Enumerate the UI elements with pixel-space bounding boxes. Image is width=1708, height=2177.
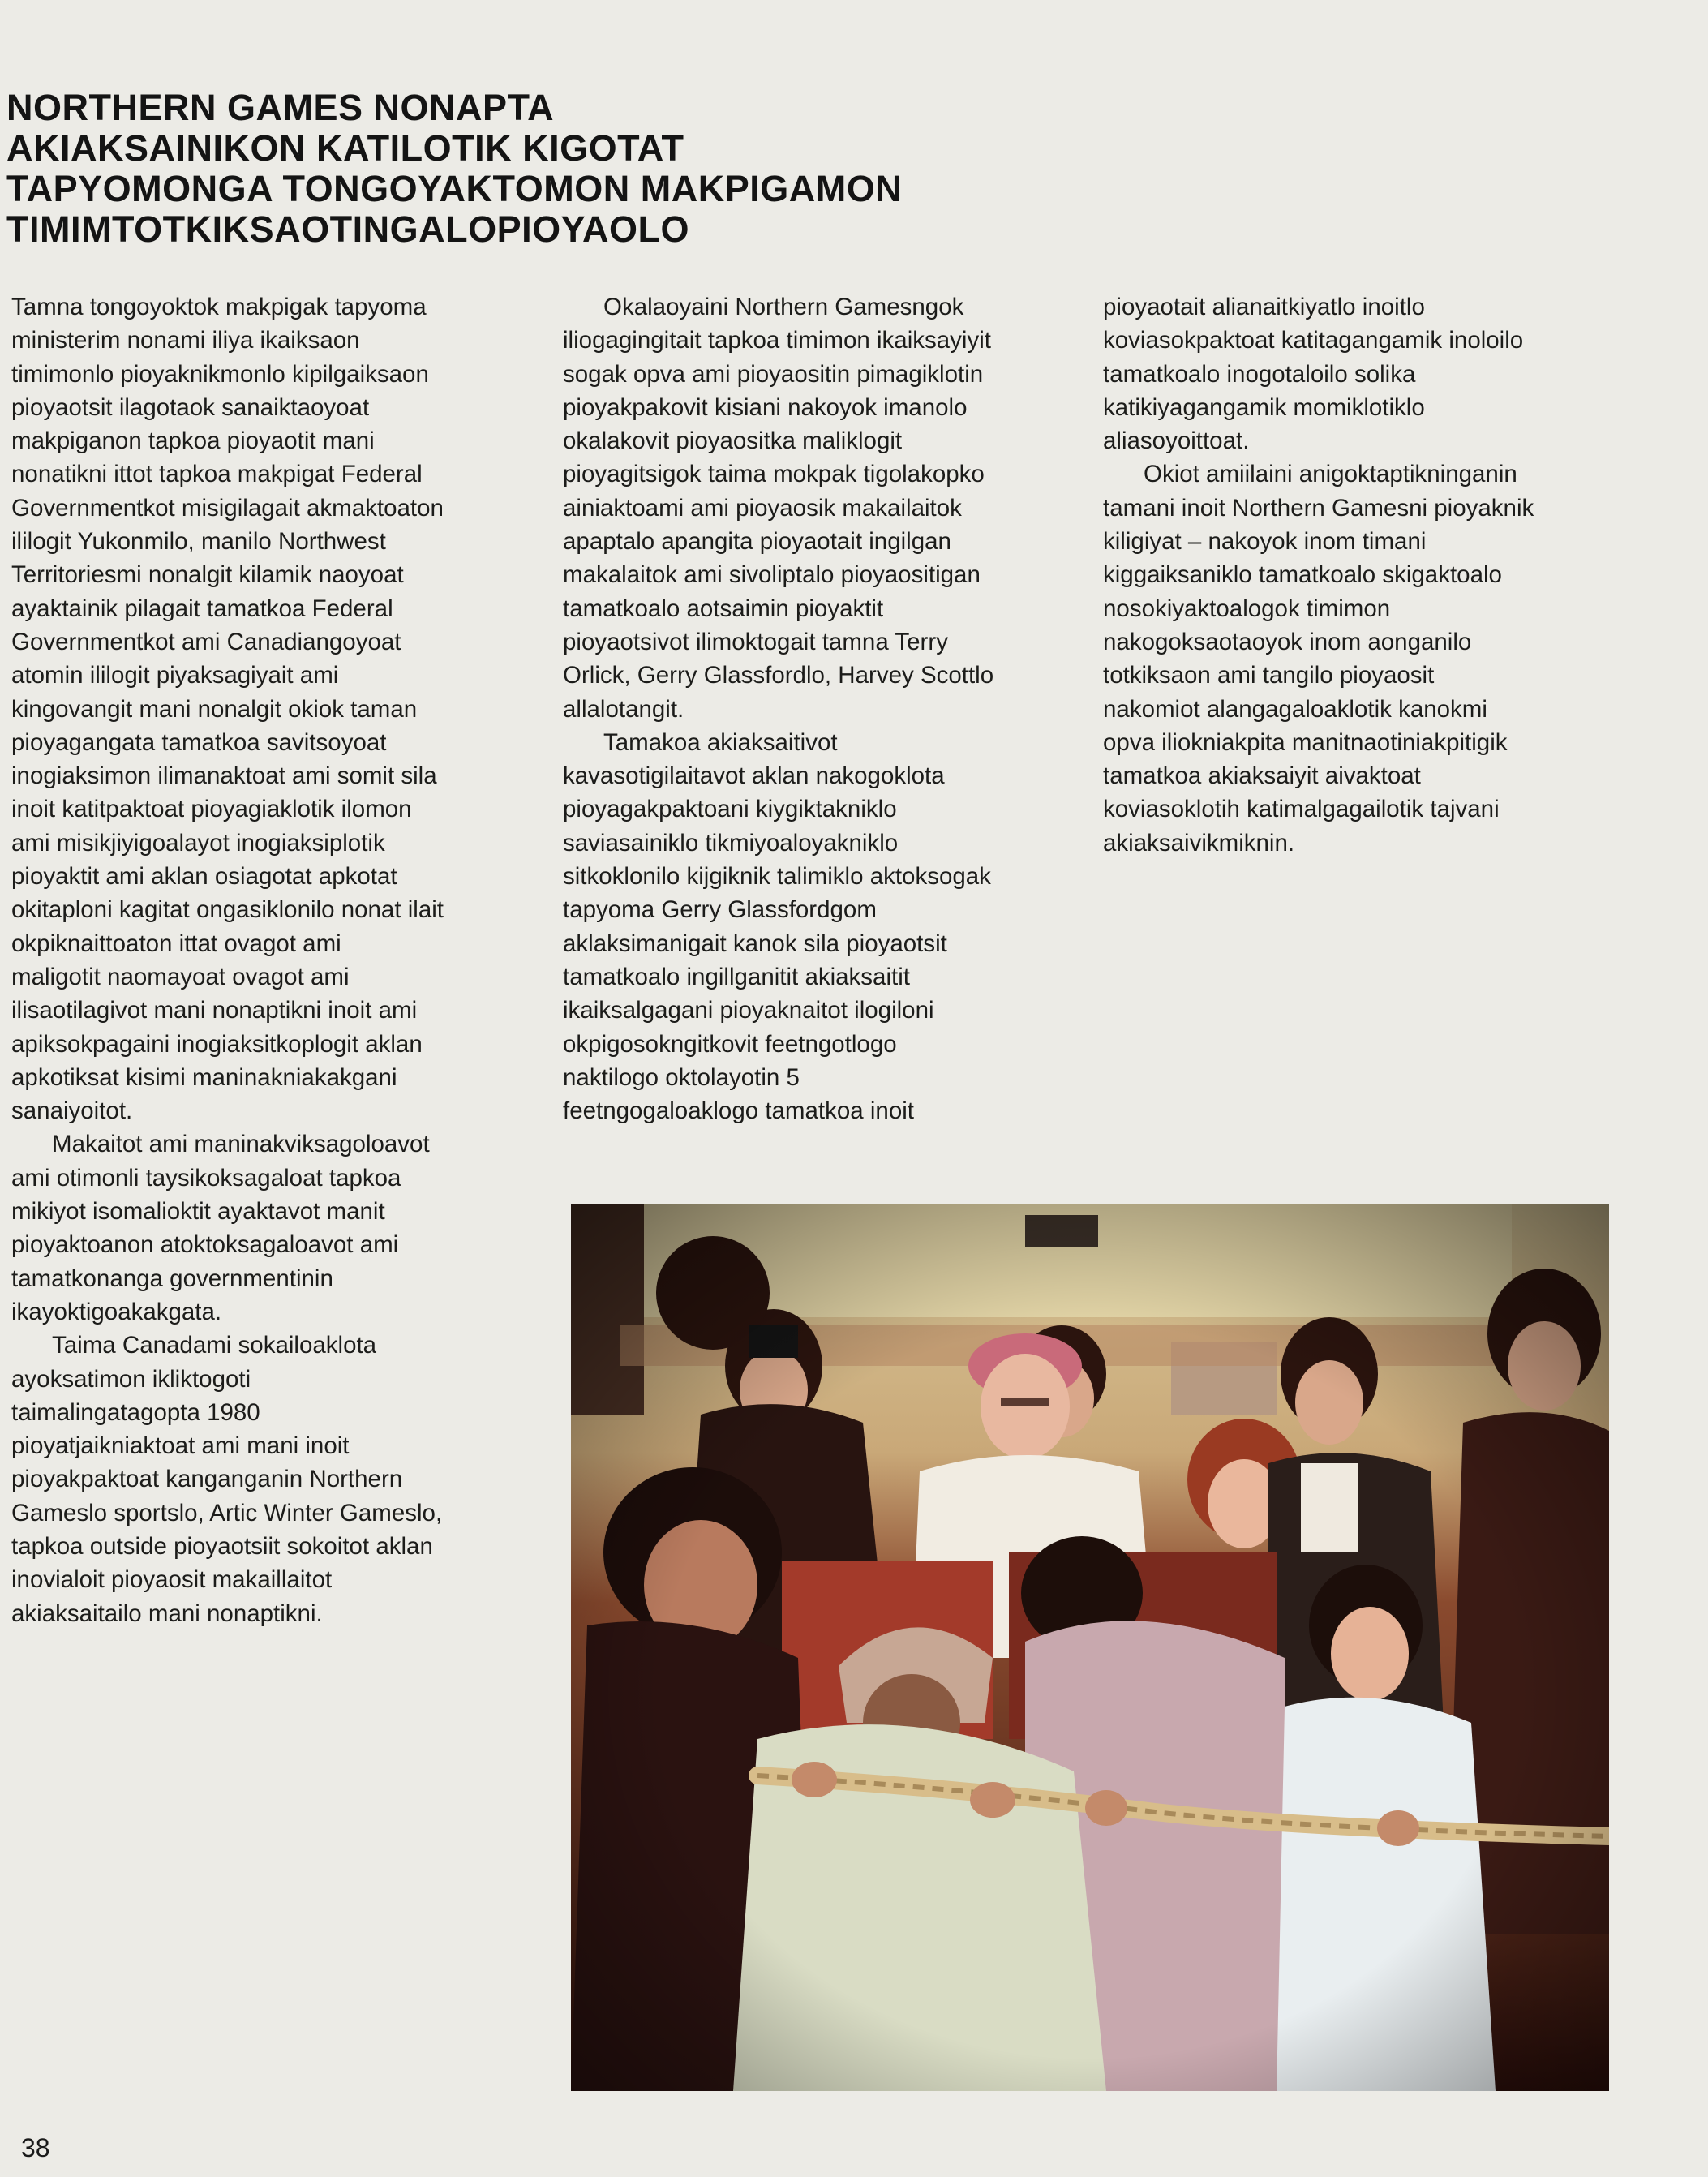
body-text-line: okitaploni kagitat ongasiklonilo nonat ilait (11, 896, 444, 924)
body-text-line: ikayoktigoakakgata. (11, 1298, 222, 1325)
body-text-line: nakomiot alangagaloaklotik kanokmi (1103, 695, 1487, 723)
body-text-line: nosokiyaktoalogok timimon (1103, 595, 1391, 622)
body-text-line: tamatkonanga governmentinin (11, 1265, 333, 1292)
body-text-line: feetngogaloaklogo tamatkoa inoit (563, 1097, 914, 1125)
body-text-line: Governmentkot ami Canadiangoyoat (11, 628, 401, 655)
body-text-line: makalaitok ami sivoliptalo pioyaositigan (563, 561, 981, 589)
body-text-line: ayaktainik pilagait tamatkoa Federal (11, 595, 393, 622)
text-column-2 (563, 290, 1082, 1127)
body-text-line: Okalaoyaini Northern Gamesngok (603, 294, 964, 320)
body-text-line: tamatkoalo ingillganitit akiaksaitit (563, 963, 910, 990)
body-text-line: timimonlo pioyaknikmonlo kipilgaiksaon (11, 360, 429, 388)
body-text-line: ilisaotilagivot mani nonaptikni inoit ami (11, 997, 418, 1024)
body-text-line: okpiknaittoaton ittat ovagot ami (11, 930, 341, 957)
body-text-line: mikiyot isomalioktit ayaktavot manit (11, 1198, 385, 1226)
title-line: TAPYOMONGA TONGOYAKTOMON MAKPIGAMON (6, 168, 903, 209)
body-text-line: atomin ililogit piyaksagiyait ami (11, 662, 339, 689)
body-text-line: Governmentkot misigilagait akmaktoaton (11, 494, 444, 522)
body-text-line: pioyagitsigok taima mokpak tigolakopko (563, 461, 985, 488)
body-text-line: maligotit naomayoat ovagot ami (11, 963, 350, 990)
body-text-line: pioyatjaikniaktoat ami mani inoit (11, 1432, 350, 1460)
body-text-line: okalakovit pioyaositka maliklogit (563, 427, 903, 455)
text-column-3 (1103, 290, 1622, 860)
body-text-line: pioyaotait alianaitkiyatlo inoitlo (1103, 294, 1425, 320)
body-text-line: tapkoa outside pioyaotsiit sokoitot aklan (11, 1532, 433, 1560)
body-text-line: sogak opva ami pioyaositin pimagiklotin (563, 360, 984, 388)
body-text-line: tamatkoalo inogotaloilo solika (1103, 360, 1416, 388)
body-text-line: Tamakoa akiaksaitivot (603, 728, 838, 756)
body-text-line: tamani inoit Northern Gamesni pioyaknik (1103, 494, 1534, 522)
title-line: AKIAKSAINIKON KATILOTIK KIGOTAT (6, 127, 684, 169)
body-text-line: ayoksatimon ikliktogoti (11, 1365, 251, 1393)
body-text-line: inoit katitpaktoat pioyagiaklotik ilomon (11, 796, 412, 823)
body-text-line: Tamna tongoyoktok makpigak tapyoma (11, 294, 427, 320)
body-text-line: ililogit Yukonmilo, manilo Northwest (11, 528, 386, 556)
body-text-line: akiaksaitailo mani nonaptikni. (11, 1599, 323, 1627)
body-text-line: koviasokpaktoat katitagangamik inoloilo (1103, 327, 1524, 354)
body-text-line: pioyagangata tamatkoa savitsoyoat (11, 728, 387, 756)
body-text-line: ami misikjiyigoalayot inogiaksiplotik (11, 829, 385, 857)
body-text-line: Orlick, Gerry Glassfordlo, Harvey Scottlo (563, 662, 994, 689)
body-text-line: aklaksimanigait kanok sila pioyaotsit (563, 930, 947, 957)
text-column-1 (11, 290, 547, 1630)
body-text-line: ikaiksalgagani pioyaknaitot ilogiloni (563, 997, 934, 1024)
body-text-line: ami otimonli taysikoksagaloat tapkoa (11, 1164, 401, 1192)
body-text-line: sanaiyoitot. (11, 1097, 133, 1125)
body-text-line: apiksokpagaini inogiaksitkoplogit aklan (11, 1030, 423, 1058)
body-text-line: ainiaktoami ami pioyaosik makailaitok (563, 494, 962, 522)
body-text-line: kingovangit mani nonalgit okiok taman (11, 695, 418, 723)
title-line: NORTHERN GAMES NONAPTA (6, 87, 555, 128)
body-text-line: pioyakpakovit kisiani nakoyok imanolo (563, 393, 968, 421)
body-text-line: taimalingatagopta 1980 (11, 1398, 260, 1426)
body-text-line: apkotiksat kisimi maninakniakakgani (11, 1063, 397, 1091)
body-text-line: nonatikni ittot tapkoa makpigat Federal (11, 461, 423, 488)
body-text-line: pioyaotsivot ilimoktogait tamna Terry (563, 628, 948, 655)
body-text-line: kiggaiksaniklo tamatkoalo skigaktoalo (1103, 561, 1502, 589)
body-text-line: kiligiyat – nakoyok inom timani (1103, 528, 1427, 556)
photo-illustration (571, 1204, 1609, 2091)
body-text-line: pioyaktit ami aklan osiagotat apkotat (11, 863, 397, 891)
body-text-line: Gameslo sportslo, Artic Winter Gameslo, (11, 1499, 443, 1526)
body-text-line: ministerim nonami iliya ikaiksaon (11, 327, 360, 354)
body-text-line: Territoriesmi nonalgit kilamik naoyoat (11, 561, 404, 589)
page-number: 38 (21, 2133, 50, 2162)
body-text-line: inovialoit pioyaosit makaillaitot (11, 1566, 333, 1594)
body-text-line: pioyakpaktoat kanganganin Northern (11, 1466, 403, 1493)
body-text-line: katikiyagangamik momiklotiklo (1103, 393, 1425, 421)
body-text-line: totkiksaon ami tangilo pioyaosit (1103, 662, 1435, 689)
body-text-line: allalotangit. (563, 695, 684, 723)
body-text-line: Taima Canadami sokailoaklota (52, 1332, 377, 1359)
body-text-line: iliogagingitait tapkoa timimon ikaiksayiyit (563, 327, 991, 354)
body-text-line: aliasoyoittoat. (1103, 427, 1250, 455)
body-text-line: tapyoma Gerry Glassfordgom (563, 896, 877, 924)
body-text-line: makpiganon tapkoa pioyaotit mani (11, 427, 375, 455)
body-text-line: tamatkoa akiaksaiyit aivaktoat (1103, 762, 1421, 790)
body-text-line: Makaitot ami maninakviksagoloavot (52, 1131, 430, 1158)
body-text-line: Okiot amiilaini anigoktaptikninganin (1144, 461, 1517, 488)
body-text-line: apaptalo apangita pioyaotait ingilgan (563, 528, 951, 556)
body-text-line: sitkoklonilo kijgiknik talimiklo aktoksogak (563, 863, 991, 891)
body-text-line: pioyaktoanon atoktoksagaloavot ami (11, 1231, 399, 1259)
body-text-line: koviasoklotih katimalgagailotik tajvani (1103, 796, 1500, 823)
body-text-line: saviasainiklo tikmiyoaloyakniklo (563, 829, 899, 857)
tug-of-war-photo (571, 1204, 1609, 2091)
body-text-line: akiaksaivikmiknin. (1103, 829, 1295, 857)
body-text-line: tamatkoalo aotsaimin pioyaktit (563, 595, 884, 622)
article-title (6, 88, 1061, 250)
body-text-line: pioyaotsit ilagotaok sanaiktaoyoat (11, 393, 370, 421)
body-text-line: inogiaksimon ilimanaktoat ami somit sila (11, 762, 437, 790)
body-text-line: pioyagakpaktoani kiygiktakniklo (563, 796, 897, 823)
body-text-line: okpigosokngitkovit feetngotlogo (563, 1030, 897, 1058)
body-text-line: opva iliokniakpita manitnaotiniakpitigik (1103, 728, 1508, 756)
title-line: TIMIMTOTKIKSAOTINGALOPIOYAOLO (6, 208, 690, 250)
body-text-line: kavasotigilaitavot aklan nakogoklota (563, 762, 945, 790)
body-text-line: naktilogo oktolayotin 5 (563, 1063, 800, 1091)
body-text-line: nakogoksaotaoyok inom aonganilo (1103, 628, 1472, 655)
